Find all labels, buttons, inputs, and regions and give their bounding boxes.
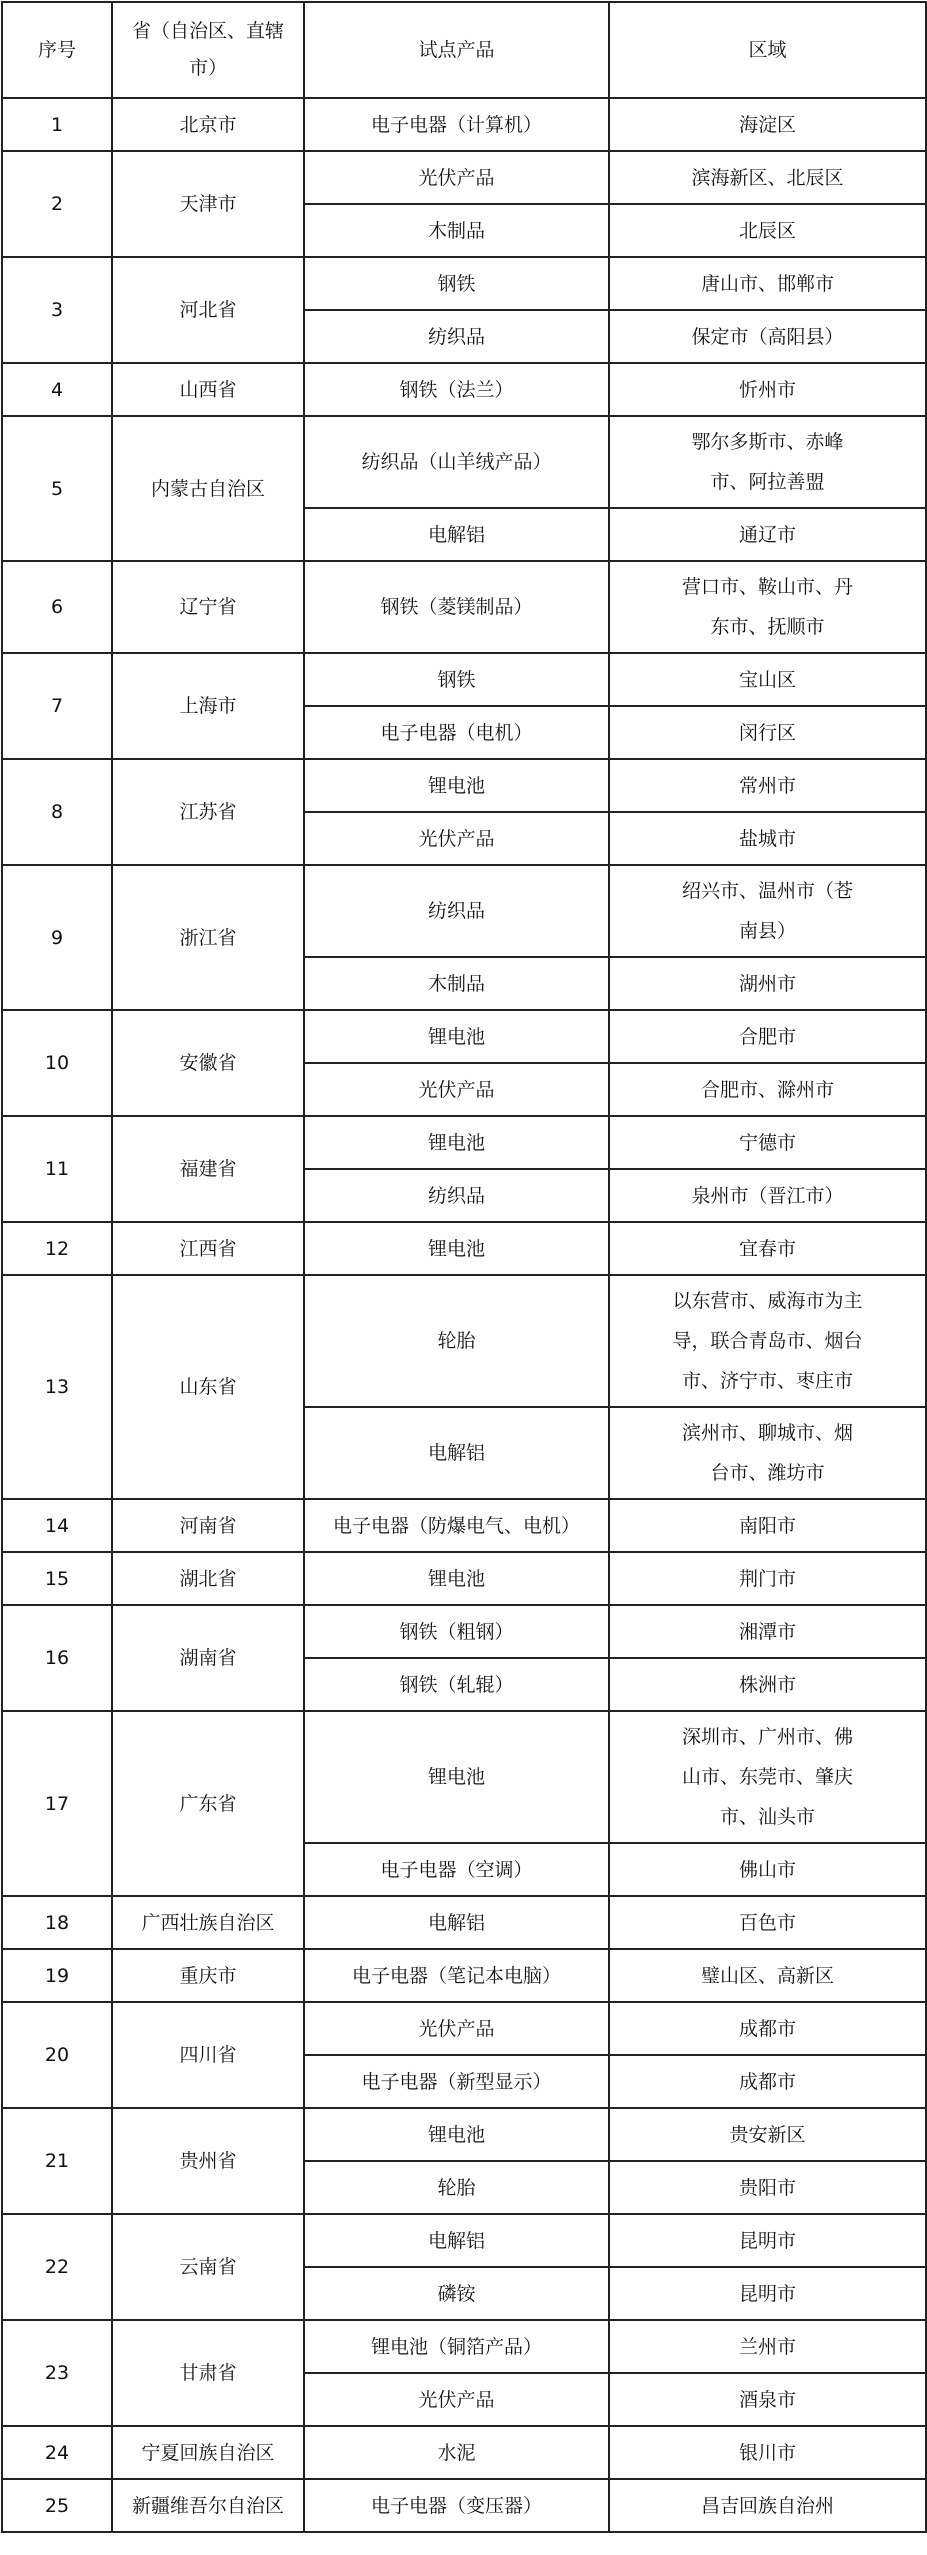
cell-region-text: 贵安新区: [729, 2123, 806, 2146]
cell-region-text: 宝山区: [738, 668, 796, 691]
cell-province: 广西壮族自治区: [112, 1896, 304, 1949]
cell-region-text: 贵阳市: [738, 2176, 796, 2199]
cell-product: 光伏产品: [304, 151, 609, 204]
cell-no: 10: [2, 1010, 112, 1116]
table-row: [2, 865, 926, 957]
cell-province: 新疆维吾尔自治区: [112, 2479, 304, 2532]
cell-product: 纺织品: [304, 865, 609, 957]
cell-region-text: 以东营市、威海市为主导，联合青岛市、烟台市、济宁市、枣庄市: [672, 1290, 863, 1392]
cell-region: [609, 812, 926, 865]
cell-product: 钢铁: [304, 653, 609, 706]
table-row: [2, 2320, 926, 2373]
cell-no: 5: [2, 416, 112, 561]
cell-product: 电子电器（电机）: [304, 706, 609, 759]
cell-region-text: 成都市: [738, 2070, 796, 2093]
cell-product: 电解铝: [304, 1407, 609, 1499]
cell-region: [609, 2479, 926, 2532]
cell-region: [609, 2002, 926, 2055]
cell-no: 23: [2, 2320, 112, 2426]
cell-product: 电子电器（防爆电气、电机）: [304, 1499, 609, 1552]
cell-province: 江西省: [112, 1222, 304, 1275]
cell-product: 纺织品: [304, 1169, 609, 1222]
cell-region-text: 南阳市: [738, 1514, 796, 1537]
table-row: [2, 98, 926, 151]
cell-no: 21: [2, 2108, 112, 2214]
cell-province: 安徽省: [112, 1010, 304, 1116]
cell-province: 内蒙古自治区: [112, 416, 304, 561]
cell-region: [609, 2161, 926, 2214]
cell-product: 锂电池: [304, 1552, 609, 1605]
cell-region-text: 佛山市: [738, 1858, 796, 1881]
cell-region-text: 宜春市: [738, 1237, 796, 1260]
table-row: [2, 653, 926, 706]
cell-no: 9: [2, 865, 112, 1010]
cell-product: 锂电池: [304, 759, 609, 812]
cell-province: 四川省: [112, 2002, 304, 2108]
cell-region: [609, 1605, 926, 1658]
table-row: [2, 416, 926, 508]
table-row: [2, 1711, 926, 1843]
cell-region: [609, 2055, 926, 2108]
cell-product: 钢铁（轧辊）: [304, 1658, 609, 1711]
cell-no: 11: [2, 1116, 112, 1222]
cell-region: [609, 1063, 926, 1116]
cell-no: 8: [2, 759, 112, 865]
cell-product: 磷铵: [304, 2267, 609, 2320]
cell-region: [609, 416, 926, 508]
cell-region: [609, 1552, 926, 1605]
cell-product: 电解铝: [304, 2214, 609, 2267]
cell-region-text: 昆明市: [738, 2282, 796, 2305]
table-row: [2, 257, 926, 310]
cell-province: 北京市: [112, 98, 304, 151]
cell-product: 锂电池: [304, 1711, 609, 1843]
cell-province: 贵州省: [112, 2108, 304, 2214]
cell-product: 电子电器（变压器）: [304, 2479, 609, 2532]
table-row: [2, 1896, 926, 1949]
table-row: [2, 1116, 926, 1169]
cell-region-text: 北辰区: [738, 219, 796, 242]
cell-region-text: 营口市、鞍山市、丹东市、抚顺市: [681, 576, 853, 638]
table-row: [2, 2002, 926, 2055]
cell-region: [609, 561, 926, 653]
cell-product: 钢铁: [304, 257, 609, 310]
cell-product: 锂电池: [304, 1222, 609, 1275]
cell-region: [609, 2108, 926, 2161]
cell-no: 17: [2, 1711, 112, 1896]
table-row: [2, 2214, 926, 2267]
cell-region-text: 泉州市（晋江市）: [691, 1184, 844, 1207]
cell-province: 云南省: [112, 2214, 304, 2320]
cell-region: [609, 1499, 926, 1552]
table-row: [2, 363, 926, 416]
cell-no: 19: [2, 1949, 112, 2002]
cell-region: [609, 1711, 926, 1843]
cell-province: 甘肃省: [112, 2320, 304, 2426]
table-row: [2, 759, 926, 812]
cell-no: 4: [2, 363, 112, 416]
table-row: [2, 1499, 926, 1552]
cell-product: 电子电器（笔记本电脑）: [304, 1949, 609, 2002]
cell-province: 重庆市: [112, 1949, 304, 2002]
table-row: [2, 561, 926, 653]
table-row: [2, 1010, 926, 1063]
cell-region-text: 兰州市: [738, 2335, 796, 2358]
cell-region-text: 璧山区、高新区: [700, 1964, 834, 1987]
cell-region: [609, 706, 926, 759]
cell-region: [609, 1275, 926, 1407]
cell-product: 纺织品: [304, 310, 609, 363]
cell-product: 电解铝: [304, 1896, 609, 1949]
cell-province: 江苏省: [112, 759, 304, 865]
header-province: 省（自治区、直辖市）: [112, 2, 304, 98]
cell-region-text: 滨州市、聊城市、烟台市、潍坊市: [681, 1422, 853, 1484]
cell-region-text: 湘潭市: [738, 1620, 796, 1643]
cell-region-text: 昌吉回族自治州: [700, 2494, 834, 2517]
cell-region-text: 合肥市、滁州市: [700, 1078, 834, 1101]
cell-region-text: 酒泉市: [738, 2388, 796, 2411]
cell-region: [609, 151, 926, 204]
cell-no: 18: [2, 1896, 112, 1949]
cell-product: 木制品: [304, 204, 609, 257]
cell-product: 电子电器（计算机）: [304, 98, 609, 151]
cell-region: [609, 204, 926, 257]
table-row: [2, 1222, 926, 1275]
cell-no: 20: [2, 2002, 112, 2108]
cell-region-text: 合肥市: [738, 1025, 796, 1048]
cell-region: [609, 1658, 926, 1711]
cell-province: 山西省: [112, 363, 304, 416]
cell-province: 辽宁省: [112, 561, 304, 653]
cell-region: [609, 2320, 926, 2373]
cell-product: 电解铝: [304, 508, 609, 561]
cell-product: 锂电池（铜箔产品）: [304, 2320, 609, 2373]
cell-region: [609, 1116, 926, 1169]
pilot-products-table: [1, 1, 927, 2533]
cell-province: 广东省: [112, 1711, 304, 1896]
cell-region: [609, 759, 926, 812]
cell-no: 2: [2, 151, 112, 257]
cell-province: 河北省: [112, 257, 304, 363]
cell-no: 14: [2, 1499, 112, 1552]
cell-province: 天津市: [112, 151, 304, 257]
cell-region-text: 忻州市: [738, 378, 796, 401]
cell-no: 12: [2, 1222, 112, 1275]
cell-region-text: 昆明市: [738, 2229, 796, 2252]
cell-product: 光伏产品: [304, 1063, 609, 1116]
header-row: [2, 2, 926, 98]
table-row: [2, 2479, 926, 2532]
cell-no: 15: [2, 1552, 112, 1605]
cell-region: [609, 98, 926, 151]
cell-product: 电子电器（新型显示）: [304, 2055, 609, 2108]
cell-product: 水泥: [304, 2426, 609, 2479]
cell-product: 电子电器（空调）: [304, 1843, 609, 1896]
cell-no: 7: [2, 653, 112, 759]
table-row: [2, 151, 926, 204]
cell-product: 光伏产品: [304, 2002, 609, 2055]
cell-region: [609, 2214, 926, 2267]
cell-product: 钢铁（粗钢）: [304, 1605, 609, 1658]
cell-region: [609, 1949, 926, 2002]
table-row: [2, 2108, 926, 2161]
cell-region: [609, 2426, 926, 2479]
cell-no: 25: [2, 2479, 112, 2532]
cell-region-text: 成都市: [738, 2017, 796, 2040]
cell-region: [609, 257, 926, 310]
cell-no: 1: [2, 98, 112, 151]
header-no: 序号: [2, 2, 112, 98]
cell-province: 上海市: [112, 653, 304, 759]
cell-region-text: 绍兴市、温州市（苍南县）: [681, 880, 853, 942]
cell-region: [609, 1222, 926, 1275]
cell-region-text: 唐山市、邯郸市: [700, 272, 834, 295]
cell-product: 锂电池: [304, 2108, 609, 2161]
cell-province: 河南省: [112, 1499, 304, 1552]
cell-region-text: 通辽市: [738, 523, 796, 546]
cell-region: [609, 957, 926, 1010]
table-body: [2, 98, 926, 2532]
table-row: [2, 1605, 926, 1658]
cell-region-text: 保定市（高阳县）: [691, 325, 844, 348]
cell-region: [609, 865, 926, 957]
cell-region: [609, 1010, 926, 1063]
cell-product: 钢铁（法兰）: [304, 363, 609, 416]
cell-region-text: 常州市: [738, 774, 796, 797]
cell-region: [609, 1896, 926, 1949]
cell-region: [609, 1407, 926, 1499]
cell-no: 24: [2, 2426, 112, 2479]
table-row: [2, 1949, 926, 2002]
cell-region: [609, 508, 926, 561]
cell-region-text: 鄂尔多斯市、赤峰市、阿拉善盟: [691, 431, 844, 493]
cell-region-text: 宁德市: [738, 1131, 796, 1154]
cell-product: 锂电池: [304, 1116, 609, 1169]
cell-province: 山东省: [112, 1275, 304, 1499]
table-row: [2, 1275, 926, 1407]
cell-province: 湖北省: [112, 1552, 304, 1605]
cell-region-text: 海淀区: [738, 113, 796, 136]
cell-no: 16: [2, 1605, 112, 1711]
cell-product: 轮胎: [304, 1275, 609, 1407]
cell-region: [609, 1843, 926, 1896]
cell-region-text: 湖州市: [738, 972, 796, 995]
cell-region: [609, 653, 926, 706]
cell-region: [609, 363, 926, 416]
cell-region-text: 闵行区: [738, 721, 796, 744]
cell-province: 福建省: [112, 1116, 304, 1222]
cell-province: 宁夏回族自治区: [112, 2426, 304, 2479]
header-region: 区域: [609, 2, 926, 98]
cell-product: 光伏产品: [304, 2373, 609, 2426]
cell-product: 锂电池: [304, 1010, 609, 1063]
cell-no: 6: [2, 561, 112, 653]
cell-region: [609, 2373, 926, 2426]
table-row: [2, 2426, 926, 2479]
cell-product: 钢铁（菱镁制品）: [304, 561, 609, 653]
table-row: [2, 1552, 926, 1605]
cell-product: 光伏产品: [304, 812, 609, 865]
cell-province: 湖南省: [112, 1605, 304, 1711]
cell-province: 浙江省: [112, 865, 304, 1010]
header-product: 试点产品: [304, 2, 609, 98]
cell-no: 22: [2, 2214, 112, 2320]
cell-region-text: 滨海新区、北辰区: [691, 166, 844, 189]
cell-no: 13: [2, 1275, 112, 1499]
cell-region: [609, 1169, 926, 1222]
cell-region-text: 荆门市: [738, 1567, 796, 1590]
cell-product: 木制品: [304, 957, 609, 1010]
cell-region-text: 盐城市: [738, 827, 796, 850]
cell-no: 3: [2, 257, 112, 363]
cell-region: [609, 2267, 926, 2320]
cell-region-text: 深圳市、广州市、佛山市、东莞市、肇庆市、汕头市: [681, 1726, 853, 1828]
cell-region: [609, 310, 926, 363]
cell-product: 轮胎: [304, 2161, 609, 2214]
cell-region-text: 株洲市: [738, 1673, 796, 1696]
cell-region-text: 百色市: [738, 1911, 796, 1934]
cell-region-text: 银川市: [738, 2441, 796, 2464]
cell-product: 纺织品（山羊绒产品）: [304, 416, 609, 508]
